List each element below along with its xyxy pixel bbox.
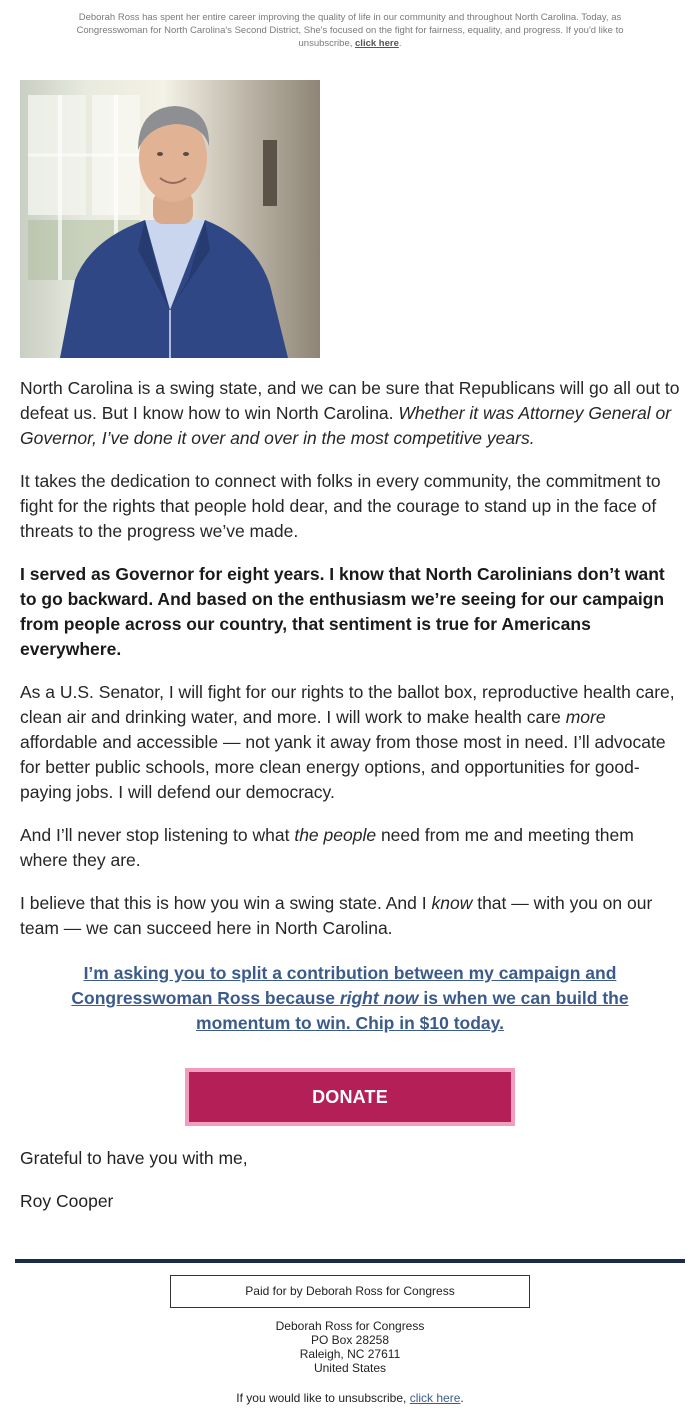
p5-italic: the people	[294, 825, 377, 845]
portrait-illustration	[20, 80, 320, 358]
p6-text-c: that — with you on our team — we can succeed here in North Carolina.	[20, 893, 653, 938]
address-line: United States	[313, 1361, 387, 1375]
signature: Roy Cooper	[20, 1191, 114, 1211]
portrait-photo	[20, 80, 320, 358]
paid-for-box: Paid for by Deborah Ross for Congress	[170, 1275, 530, 1308]
p4-italic: more	[565, 707, 606, 727]
unsubscribe-text: If you would like to unsubscribe,	[236, 1391, 410, 1405]
footer-unsubscribe-link[interactable]: click here	[409, 1391, 461, 1405]
p1-italic: Whether it was Attorney General or Governor, I’ve done it over and over in the most competitive years.	[20, 403, 672, 448]
p6-italic: know	[431, 893, 473, 913]
ask-italic: right now	[339, 988, 419, 1008]
p1-text: North Carolina is a swing state, and we can be sure that Republicans will go all out to defeat us. But I know how to win North Carolina.	[20, 378, 680, 423]
paragraph-governor: I served as Governor for eight years. I know that North Carolinians don’t want to go backward. And based on the enthusiasm we’re seeing for our campaign from people across our country, that sentiment is true for Americans everywhere.	[20, 564, 665, 659]
p5-text-c: need from me and meeting them where they are.	[20, 825, 634, 870]
signoff: Grateful to have you with me,	[20, 1148, 248, 1168]
donate-button[interactable]: DONATE	[185, 1068, 515, 1126]
paragraph-senator	[20, 680, 680, 805]
preheader	[50, 11, 650, 50]
paragraph-listening	[20, 823, 680, 873]
preheader-text: Deborah Ross has spent her entire career improving the quality of life in our community and throughout North Carolina. Today, as Congresswoman for North Carolina's Second District, She's focused on the fight for fairness, equality, and progress. If you'd like to unsubscribe,	[76, 12, 624, 49]
ask-text-c: is when we can build the momentum to win. Chip in $10 today.	[196, 988, 629, 1033]
preheader-unsubscribe-link[interactable]: click here	[355, 38, 399, 49]
paragraph-dedication: It takes the dedication to connect with folks in every community, the commitment to fight for the rights that people hold dear, and the courage to stand up in the face of threats to the progress we’ve made.	[20, 471, 661, 541]
donate-container	[20, 1068, 680, 1126]
paragraph-swing-state	[20, 376, 680, 451]
footer-divider	[15, 1259, 685, 1263]
p4-text-a: As a U.S. Senator, I will fight for our rights to the ballot box, reproductive health care, clean air and drinking water, and more. I will work to make health care	[20, 682, 675, 727]
address-line: Raleigh, NC 27611	[299, 1347, 401, 1361]
address-line: Deborah Ross for Congress	[275, 1319, 425, 1333]
mailing-address	[0, 1319, 700, 1375]
paragraph-believe	[20, 891, 680, 941]
footer-unsubscribe	[0, 1391, 700, 1405]
p5-text-a: And I’ll never stop listening to what	[20, 825, 295, 845]
ask-text-a: I’m asking you to split a contribution between my campaign and Congresswoman Ross because	[71, 963, 617, 1008]
p4-text-c: affordable and accessible — not yank it away from those most in need. I’ll advocate for better public schools, more clean energy options, and opportunities for good-paying jobs. I will defend our democracy.	[20, 732, 666, 802]
contribution-ask-link[interactable]	[71, 963, 628, 1033]
address-line: PO Box 28258	[310, 1333, 390, 1347]
contribution-ask	[40, 961, 660, 1036]
unsubscribe-end: .	[460, 1391, 464, 1405]
p6-text-a: I believe that this is how you win a swing state. And I	[20, 893, 432, 913]
preheader-end: .	[398, 38, 402, 49]
email-body	[0, 80, 700, 1214]
